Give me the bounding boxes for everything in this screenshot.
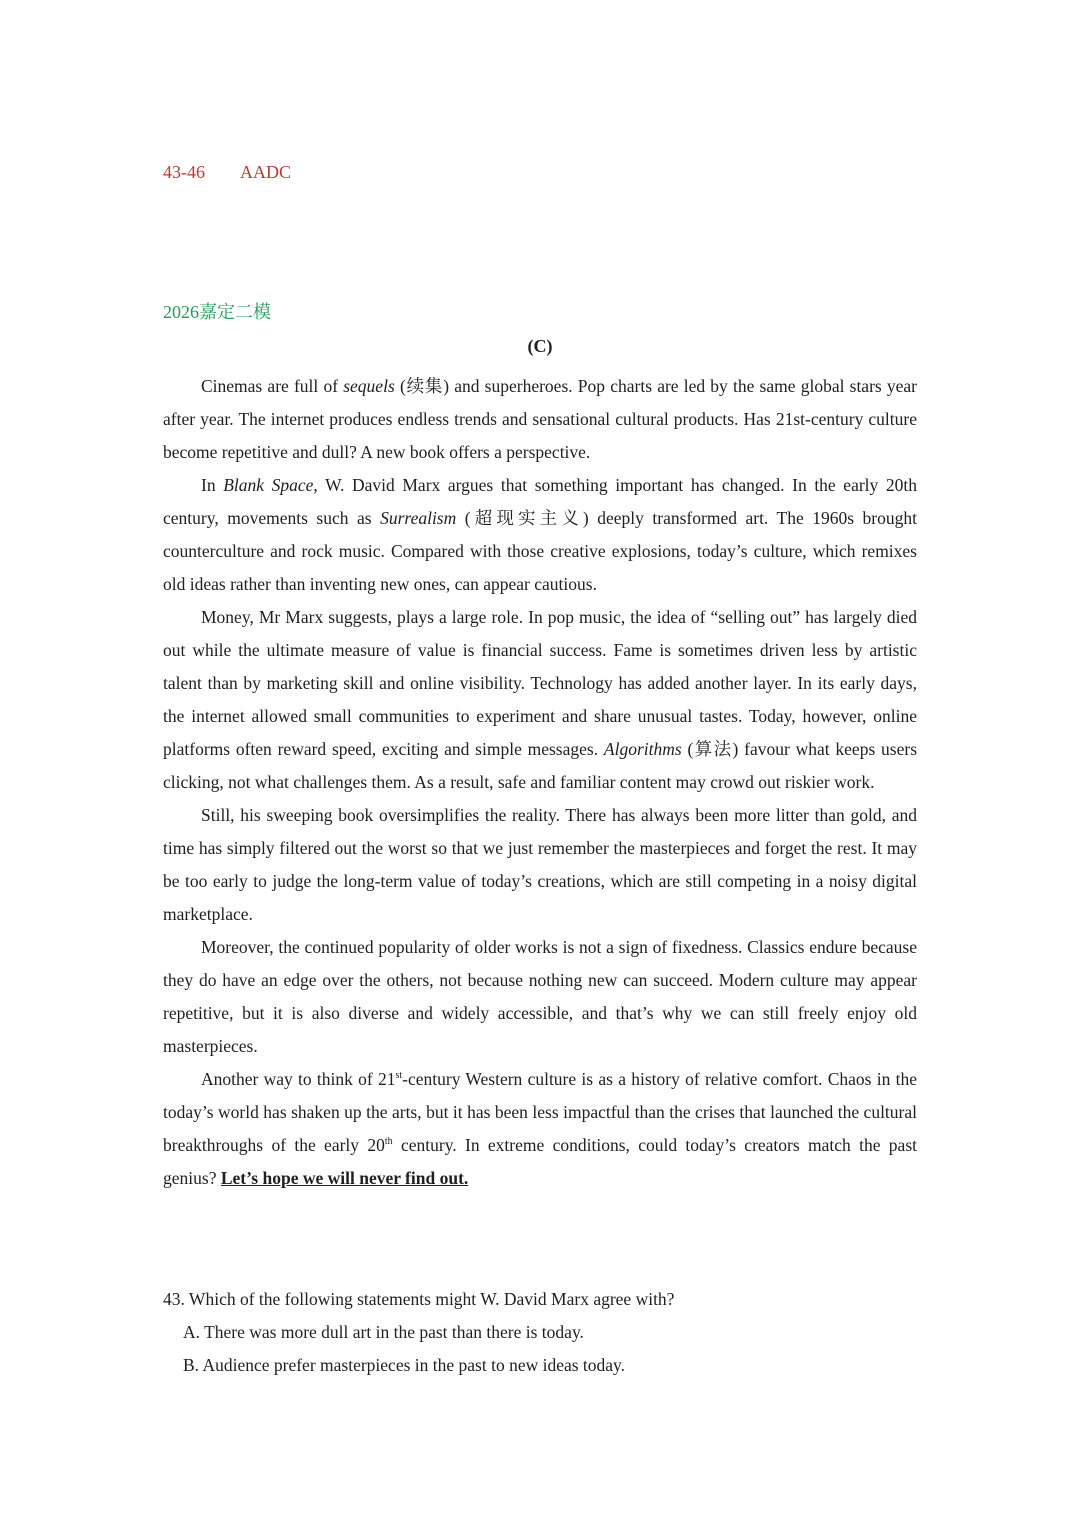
closing-sentence: Let’s hope we will never find out. — [220, 1168, 469, 1188]
answer-key — [163, 162, 291, 183]
paragraph-4: Still, his sweeping book oversimplifies the reality. There has always been more litter than gold, and time has simply filtered out the worst so that we just remember the masterpieces and forget the rest. It may be too early to judge the long-term value of today’s creations, which are still competing in a noisy digital marketplace. — [163, 805, 917, 924]
paragraph-6 — [163, 1063, 917, 1195]
answer-range: 43-46 — [163, 162, 205, 182]
text-run: In — [201, 475, 224, 495]
ordinal-suffix: st — [395, 1070, 403, 1082]
italic-term: sequels — [343, 376, 395, 396]
text-run: (算法) favour what keeps users clicking, not what challenges them. As a result, safe and familiar content may crowd out riskier work. — [163, 739, 917, 792]
text-run: Another way to think of 21 — [201, 1069, 396, 1089]
exam-source: 2026嘉定二模 — [163, 302, 271, 322]
answer-letters: AADC — [240, 162, 292, 182]
article-body — [163, 370, 917, 1195]
text-run: century. In extreme conditions, could today’s creators match the past genius? — [163, 1135, 917, 1188]
question-stem: 43. Which of the following statements might W. David Marx agree with? — [163, 1289, 675, 1309]
paragraph-5: Moreover, the continued popularity of older works is not a sign of fixedness. Classics endure because they do have an edge over the others, not because nothing new can succeed. Modern culture may appear repetitive, but it is also diverse and widely accessible, and that’s why we can still freely enjoy old masterpieces. — [163, 937, 917, 1056]
paragraph-2 — [163, 469, 917, 601]
italic-term: Surrealism — [380, 508, 457, 528]
option-a: A. There was more dull art in the past than there is today. — [183, 1322, 584, 1342]
question-43 — [163, 1283, 917, 1382]
text-run: Money, Mr Marx suggests, plays a large role. In pop music, the idea of “selling out” has largely died out while the ultimate measure of value is financial success. Fame is sometimes driven less by artistic talent than by marketing skill and online visibility. Technology has added another layer. In its early days, the internet allowed small communities to experiment and share unusual tastes. Today, however, online platforms often reward speed, exciting and simple messages. — [163, 607, 917, 759]
paragraph-1 — [163, 370, 917, 469]
text-run: (超现实主义) deeply transformed art. The 1960s brought counterculture and rock music. Compared with those creative explosions, today’s culture, which remixes old ideas rather than inventing new ones, can appear cautious. — [163, 508, 917, 594]
text-run: Cinemas are full of — [201, 376, 344, 396]
italic-term: Algorithms — [603, 739, 682, 759]
passage-label: (C) — [527, 336, 553, 356]
text-run: -century Western culture is as a history of relative comfort. Chaos in the today’s world has shaken up the arts, but it has been less impactful than the crises that launched the cultural breakthroughs of the early 20 — [163, 1069, 917, 1155]
text-run: (续集) and superheroes. Pop charts are led by the same global stars year after year. The internet produces endless trends and sensational cultural products. Has 21st-century culture become repetitive and dull? A new book offers a perspective. — [163, 376, 918, 462]
book-title: Blank Space — [223, 475, 314, 495]
paragraph-3 — [163, 601, 917, 799]
ordinal-suffix: th — [384, 1136, 393, 1148]
option-b: B. Audience prefer masterpieces in the past to new ideas today. — [183, 1355, 626, 1375]
text-run: , W. David Marx argues that something important has changed. In the early 20th century, movements such as — [163, 475, 918, 528]
